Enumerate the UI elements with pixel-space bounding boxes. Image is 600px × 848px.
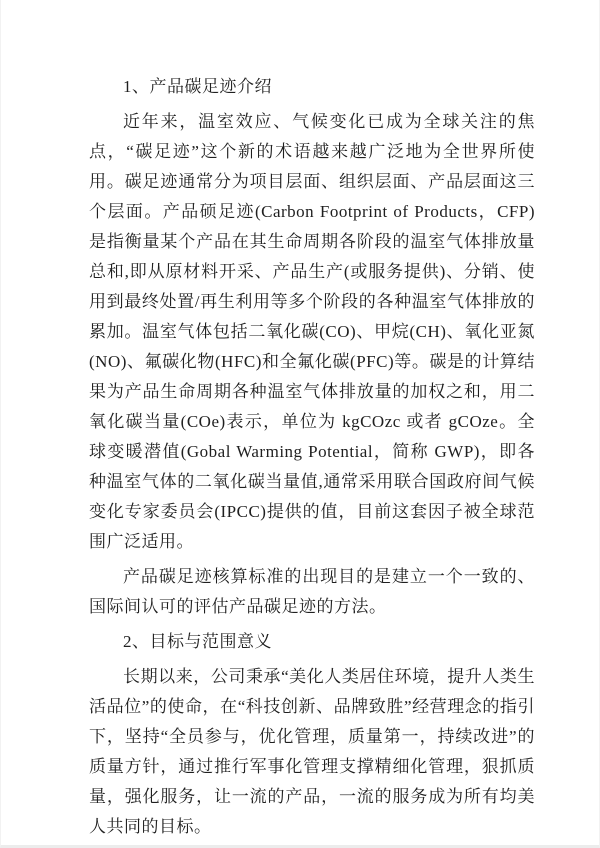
document-body: [89, 72, 535, 842]
paragraph-carbon-footprint-definition: 近年来，温室效应、气候变化已成为全球关注的焦点，“碳足迹”这个新的术语越来越广泛地为全世界所使用。碳足迹通常分为项目层面、组织层面、产品层面这三个层面。产品硕足迹(Carbon Footprint of Products，CFP)是指衡量某个产品在其生命周期各阶段的温室气体排放量总和,即从原材料开采、产品生产(或服务提供)、分销、使用到最终处置/再生利用等多个阶段的各种温室气体排放的累加。温室气体包括二氧化碳(CO)、甲烷(CH)、氧化亚氮(NO)、氟碳化物(HFC)和全氟化碳(PFC)等。碳是的计算结果为产品生命周期各种温室气体排放量的加权之和，用二氧化碳当量(COe)表示，单位为 kgCOzc 或者 gCOze。全球变暖潜值(Gobal Warming Potential，简称 GWP)，即各种温室气体的二氧化碳当量值,通常采用联合国政府间气候变化专家委员会(IPCC)提供的值，目前这套因子被全球范围广泛适用。: [89, 112, 535, 551]
paragraph-accounting-standard-purpose: 产品碳足迹核算标准的出现目的是建立一个一致的、国际间认可的评估产品碳足迹的方法。: [89, 567, 535, 616]
section-heading-product-carbon-footprint-intro: 1、产品碳足迹介绍: [123, 77, 272, 96]
paragraph-company-mission: 长期以来，公司秉承“美化人类居住环境，提升人类生活品位”的使命，在“科技创新、品牌致胜”经营理念的指引下，坚持“全员参与，优化管理，质量第一，持续改进”的质量方针，通过推行军事化管理支撑精细化管理，狠抓质量，强化服务，让一流的产品，一流的服务成为所有均美人共同的目标。: [89, 667, 535, 836]
section-heading-goal-and-scope: 2、目标与范围意义: [123, 632, 272, 651]
